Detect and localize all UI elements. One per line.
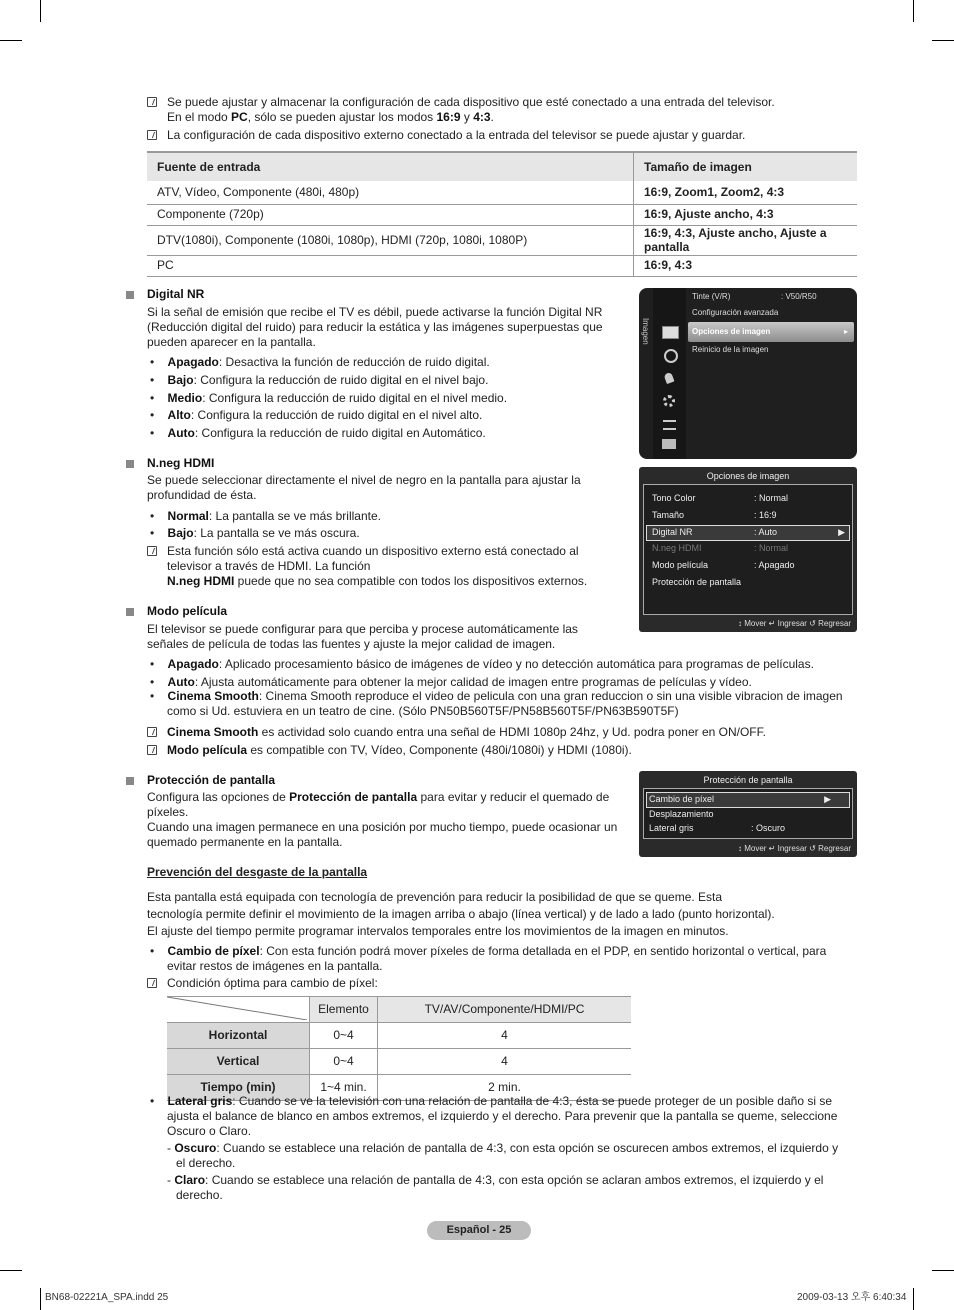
nneg-list <box>150 509 630 543</box>
osd-row-label: Reinicio de la imagen <box>692 345 769 354</box>
note-line: En el modo PC, sólo se pueden ajustar los modos 16:9 y 4:3. <box>167 110 494 124</box>
pixel-shift-item <box>150 944 862 974</box>
osd-row-label: Opciones de imagen <box>692 327 771 336</box>
table-header-cell: Fuente de entrada <box>147 152 634 181</box>
note-icon <box>147 745 157 755</box>
application-icon <box>662 439 676 449</box>
osd-screen-protection <box>639 771 857 857</box>
section-square-icon <box>126 291 134 299</box>
osd-title: Protección de pantalla <box>703 775 793 785</box>
note-text: Cinema Smooth es actividad solo cuando entra una señal de HDMI 1080p 24hz, y Ud. podra poner en ON/OFF. <box>167 725 766 739</box>
list-item: • Auto: Ajusta automáticamente para obtener la mejor calidad de imagen entre programas de películas y vídeo. <box>150 675 752 689</box>
osd-picture-options <box>639 467 857 632</box>
table-cell: ATV, Vídeo, Componente (480i, 480p) <box>147 181 634 204</box>
channel-icon <box>664 372 675 384</box>
osd-options-panel <box>643 484 853 615</box>
table-row-header: Horizontal <box>167 1023 310 1049</box>
digital-nr-list <box>150 355 630 444</box>
list-item: • Bajo: La pantalla se ve más oscura. <box>150 526 360 540</box>
table-cell: 16:9, 4:3, Ajuste ancho, Ajuste a pantalla <box>634 225 858 255</box>
osd-row[interactable]: Modo película : Apagado <box>652 560 795 570</box>
list-item-continued: ajusta el balance de blanco en ambos extremos, el izquierdo y el derecho. Para prevenir que la pantalla se queme, seleccione <box>167 1109 838 1123</box>
crop-mark <box>0 40 22 41</box>
sub-item: - Claro: Cuando se establece una relación de pantalla de 4:3, con esta opción se aclaran ambos extremos, el izquierdo y el <box>167 1173 824 1187</box>
chevron-right-icon: ▸ <box>843 327 848 336</box>
osd-row[interactable]: Lateral gris : Oscuro <box>649 823 786 833</box>
table-cell: PC <box>147 255 634 276</box>
sub-item-continued: derecho. <box>176 1188 223 1202</box>
note-text: La configuración de cada dispositivo externo conectado a la entrada del televisor se puede ajustar y guardar. <box>167 128 746 142</box>
table-cell: 4 <box>378 1049 632 1075</box>
subsection-heading: Prevención del desgaste de la pantalla <box>147 865 368 879</box>
note-text: Modo película es compatible con TV, Vídeo, Componente (480i/1080i) y HDMI (1080i). <box>167 743 632 757</box>
table-corner-cell <box>167 997 310 1023</box>
page-number-badge: Español - 25 <box>427 1221 531 1240</box>
section-heading: N.neg HDMI <box>147 456 215 470</box>
table-row <box>147 255 857 276</box>
list-item: • Cinema Smooth: Cinema Smooth reproduce el video de pelicula con una gran reduccion o sin una visible vibracion de imagen <box>150 689 843 703</box>
play-arrow-icon: ▶ <box>824 794 831 804</box>
paragraph: El televisor se puede configurar para que perciba y procese automáticamente las señales de película de todas las fuentes y ajuste la mejor calidad de imagen. <box>147 622 578 651</box>
input-icon <box>663 420 676 430</box>
list-item: • Medio: Configura la reducción de ruido digital en el nivel medio. <box>150 391 508 405</box>
list-item: • Cambio de píxel: Con esta función podrá mover píxeles de forma detallada en el PDP, en sentido horizontal o vertical, para <box>150 944 827 958</box>
osd-row-disabled: N.neg HDMI : Normal <box>652 543 789 553</box>
table-row <box>147 225 857 255</box>
table-row <box>147 204 857 225</box>
osd-row[interactable]: Tamaño : 16:9 <box>652 510 777 520</box>
note-icon <box>147 97 157 107</box>
osd-row[interactable]: Protección de pantalla <box>652 577 742 587</box>
crop-mark <box>40 0 41 22</box>
table-cell: Componente (720p) <box>147 204 634 225</box>
table-row-header: Vertical <box>167 1049 310 1075</box>
table-row <box>167 1023 631 1049</box>
lateral-gris-item <box>150 1094 862 1203</box>
list-item: • Alto: Configura la reducción de ruido digital en el nivel alto. <box>150 408 483 422</box>
table-header-cell: Tamaño de imagen <box>634 152 858 181</box>
note-text <box>167 95 867 125</box>
list-item: • Apagado: Aplicado procesamiento básico de imágenes de vídeo y no detección automática para programas de películas. <box>150 657 814 671</box>
modo-pelicula-list <box>150 657 862 719</box>
osd-picture-menu <box>639 288 857 459</box>
table-cell: 16:9, Zoom1, Zoom2, 4:3 <box>634 181 858 204</box>
gear-icon <box>663 395 675 407</box>
osd-title: Opciones de imagen <box>706 471 790 481</box>
note-icon <box>147 130 157 140</box>
paragraph: Esta pantalla está equipada con tecnología de prevención para reducir la posibilidad de que se queme. Esta tecnología permite definir el movimiento de la imagen arriba o abajo (línea vertical) y de lado a lado (punto horizontal). El ajuste del tiempo permite programar intervalos temporales entre los movimientos de la imagen en minutos. <box>147 890 775 938</box>
diagonal-divider <box>167 997 307 1020</box>
section-heading: Modo película <box>147 604 228 618</box>
note-icon <box>147 978 157 988</box>
osd-footer: ↕ Mover ↵ Ingresar ↺ Regresar <box>738 619 851 628</box>
list-item: • Bajo: Configura la reducción de ruido digital en el nivel bajo. <box>150 373 489 387</box>
list-item-continued: evitar restos de imágenes en la pantalla. <box>167 959 383 973</box>
picture-icon <box>662 326 679 339</box>
paragraph: Se puede seleccionar directamente el nivel de negro en la pantalla para ajustar la profundidad de ésta. <box>147 473 581 502</box>
list-item: • Apagado: Desactiva la función de reducción de ruido digital. <box>150 355 490 369</box>
table-row <box>147 181 857 204</box>
table-cell: 0~4 <box>310 1049 378 1075</box>
list-item-continued: Oscuro o Claro. <box>167 1124 252 1138</box>
table-cell: 4 <box>378 1023 632 1049</box>
note-text: Condición óptima para cambio de píxel: <box>167 976 378 990</box>
crop-mark <box>913 1288 914 1310</box>
table-cell: 2 min. <box>378 1075 632 1101</box>
osd-row[interactable]: Desplazamiento <box>649 809 714 819</box>
section-square-icon <box>126 777 134 785</box>
crop-mark <box>932 40 954 41</box>
pixel-shift-table <box>167 996 631 1101</box>
crop-mark <box>40 1288 41 1310</box>
crop-mark <box>913 0 914 22</box>
list-item: • Normal: La pantalla se ve más brillante. <box>150 509 381 523</box>
table-cell: 16:9, 4:3 <box>634 255 858 276</box>
osd-icon-column <box>653 288 686 459</box>
footer-timestamp: 2009-03-13 오후 6:40:34 <box>797 1292 907 1303</box>
list-item: • Auto: Configura la reducción de ruido digital en Automático. <box>150 426 486 440</box>
footer-file-name: BN68-02221A_SPA.indd 25 <box>45 1292 169 1303</box>
table-row-header: Tiempo (min) <box>167 1075 310 1101</box>
sound-icon <box>664 349 678 363</box>
note-icon <box>147 546 157 556</box>
section-heading: Protección de pantalla <box>147 773 276 787</box>
osd-selected-row[interactable]: Cambio de píxel ▶ <box>646 792 850 808</box>
sub-item: - Oscuro: Cuando se establece una relación de pantalla de 4:3, con esta opción se oscurecen ambos extremos, el izquierdo y <box>167 1141 839 1155</box>
table-header-cell: Elemento <box>310 997 378 1023</box>
sub-item-continued: el derecho. <box>176 1156 236 1170</box>
table-header <box>147 152 857 181</box>
list-item: • Lateral gris: Cuando se ve la televisión con una relación de pantalla de 4:3, ésta se puede proteger de un posible daño si se <box>150 1094 832 1108</box>
crop-mark <box>0 1270 22 1271</box>
table-header <box>167 997 631 1023</box>
list-item-continued: como si Ud. estuviera en un teatro de cine. (Sólo PN50B560T5F/PN58B560T5F/PN63B590T5F) <box>167 704 679 718</box>
table-cell: DTV(1080i), Componente (1080i, 1080p), HDMI (720p, 1080i, 1080P) <box>147 225 634 255</box>
note-icon <box>147 727 157 737</box>
section-square-icon <box>126 608 134 616</box>
osd-row[interactable]: Tono Color : Normal <box>652 493 789 503</box>
paragraph: Configura las opciones de Protección de pantalla para evitar y reducir el quemado de píxeles. Cuando una imagen permanece en una posición por mucho tiempo, puede ocasionar un quemado permanente en la pantalla. <box>147 790 618 849</box>
section-square-icon <box>126 460 134 468</box>
table-cell: 0~4 <box>310 1023 378 1049</box>
osd-row-value: : V50/R50 <box>781 292 817 301</box>
table-header-cell: TV/AV/Componente/HDMI/PC <box>378 997 632 1023</box>
osd-side-label: Imagen <box>641 318 650 345</box>
note-line: Se puede ajustar y almacenar la configuración de cada dispositivo que esté conectado a una entrada del televisor. <box>167 95 775 109</box>
input-size-table <box>147 151 857 277</box>
table-cell: 16:9, Ajuste ancho, 4:3 <box>634 204 858 225</box>
osd-footer: ↕ Mover ↵ Ingresar ↺ Regresar <box>738 844 851 853</box>
osd-selected-row[interactable]: Digital NR : Auto ▶ <box>646 525 850 541</box>
note-text: Esta función sólo está activa cuando un dispositivo externo está conectado al televisor a través de HDMI. La función N.neg HDMI puede que no sea compatible con todos los dispositivos externos. <box>167 544 588 588</box>
osd-options-panel <box>643 788 853 839</box>
osd-row-label: Tinte (V/R) <box>692 292 731 301</box>
crop-mark <box>932 1270 954 1271</box>
osd-row-label: Configuración avanzada <box>692 308 779 317</box>
paragraph: Si la señal de emisión que recibe el TV es débil, puede activarse la función Digital NR (Reducción digital del ruido) para reducir la estática y las imágenes superpuestas que pueden aparecer en la pantalla. <box>147 305 603 349</box>
table-row <box>167 1049 631 1075</box>
play-arrow-icon: ▶ <box>838 527 845 537</box>
section-heading: Digital NR <box>147 287 205 301</box>
table-cell: 1~4 min. <box>310 1075 378 1101</box>
osd-selected-row[interactable] <box>688 322 854 342</box>
